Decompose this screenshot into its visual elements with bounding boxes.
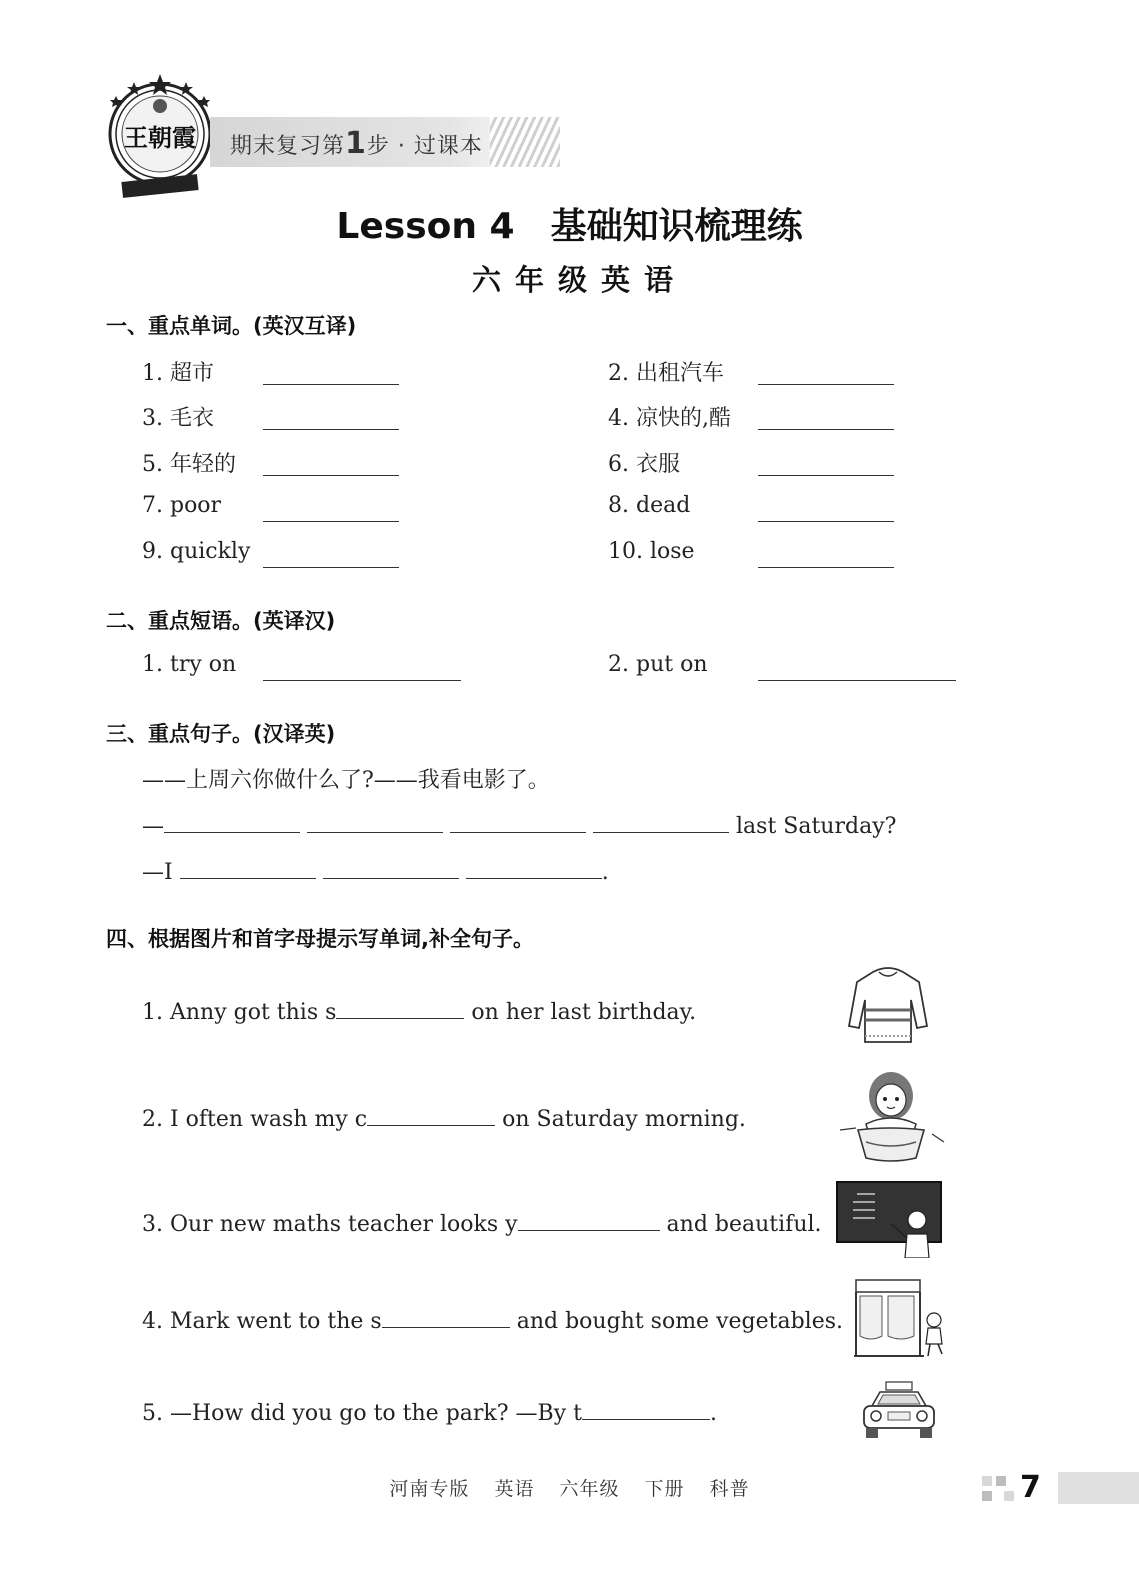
fill-after: and bought some vegetables. [516, 1309, 844, 1334]
word-item: 9. quickly [142, 539, 251, 564]
phrase-item: 1. try on [142, 652, 237, 677]
band-suffix: 步 · 过课本 [366, 134, 483, 159]
answer-blank[interactable] [450, 810, 586, 833]
section1-heading: 一、重点单词。(英汉互译) [106, 314, 357, 338]
answer-blank[interactable] [758, 405, 894, 430]
supermarket-icon [852, 1276, 950, 1360]
footer-square [996, 1476, 1006, 1486]
publisher-logo [104, 72, 216, 200]
answer-blank[interactable] [758, 451, 894, 476]
girl-washing-clothes-icon [836, 1068, 946, 1164]
answer-blank[interactable] [758, 497, 894, 522]
fill-item [142, 996, 696, 1025]
fill-before: 5. —How did you go to the park? —By t [142, 1401, 582, 1426]
page-number: 7 [1020, 1470, 1041, 1505]
footer-text: 河南专版 英语 六年级 下册 科普 [389, 1478, 750, 1500]
answer-blank[interactable] [518, 1208, 660, 1231]
footer-square [982, 1476, 992, 1486]
answer-blank[interactable] [180, 856, 316, 879]
fill-before: 3. Our new maths teacher looks y [142, 1212, 518, 1237]
fill-before: 4. Mark went to the s [142, 1309, 382, 1334]
answer-blank[interactable] [263, 451, 399, 476]
page-title: Lesson 4 基础知识梳理练 [336, 206, 803, 247]
section4-heading: 四、根据图片和首字母提示写单词,补全句子。 [106, 927, 534, 951]
sentence-prompt: ——上周六你做什么了?——我看电影了。 [142, 768, 550, 793]
answer-blank[interactable] [758, 656, 956, 681]
word-item: 6. 衣服 [608, 452, 680, 477]
line1-suffix: last Saturday? [736, 814, 897, 839]
fill-item [142, 1208, 822, 1237]
word-item: 5. 年轻的 [142, 452, 236, 477]
answer-blank[interactable] [164, 810, 300, 833]
word-item: 2. 出租汽车 [608, 361, 724, 386]
answer-blank[interactable] [466, 856, 602, 879]
word-item: 8. dead [608, 493, 691, 518]
fill-item [142, 1305, 843, 1334]
fill-before: 1. Anny got this s [142, 1000, 337, 1025]
fill-after: . [709, 1401, 717, 1426]
band-step: 1 [345, 126, 367, 161]
teacher-blackboard-icon [835, 1180, 943, 1258]
header-band-text [230, 126, 483, 161]
word-item: 1. 超市 [142, 361, 214, 386]
answer-blank[interactable] [263, 360, 399, 385]
section2-heading: 二、重点短语。(英译汉) [106, 609, 336, 633]
page-subtitle: 六年级英语 [471, 263, 687, 297]
logo-text: 王朝霞 [124, 123, 196, 152]
word-item: 10. lose [608, 539, 695, 564]
line2-prefix: —I [142, 860, 173, 885]
answer-blank[interactable] [382, 1305, 510, 1328]
answer-blank[interactable] [323, 856, 459, 879]
phrase-item: 2. put on [608, 652, 708, 677]
fill-item [142, 1103, 746, 1132]
answer-blank[interactable] [307, 810, 443, 833]
answer-blank[interactable] [367, 1103, 495, 1126]
word-item: 4. 凉快的,酷 [608, 406, 731, 431]
fill-before: 2. I often wash my c [142, 1107, 368, 1132]
line2-suffix: . [601, 860, 609, 885]
fill-item [142, 1397, 717, 1426]
answer-blank[interactable] [263, 543, 399, 568]
fill-after: on Saturday morning. [502, 1107, 746, 1132]
answer-blank[interactable] [582, 1397, 710, 1420]
band-prefix: 期末复习第 [230, 134, 346, 159]
fill-after: and beautiful. [666, 1212, 822, 1237]
section3-heading: 三、重点句子。(汉译英) [106, 722, 336, 746]
word-item: 3. 毛衣 [142, 406, 214, 431]
footer-square [982, 1491, 992, 1501]
line1-prefix: — [142, 814, 164, 839]
page-number-bar [1058, 1472, 1139, 1504]
sweater-icon [845, 964, 931, 1050]
word-item: 7. poor [142, 493, 222, 518]
taxi-icon [858, 1380, 940, 1442]
answer-blank[interactable] [758, 543, 894, 568]
sentence-line-1 [142, 810, 896, 839]
answer-blank[interactable] [263, 656, 461, 681]
answer-blank[interactable] [336, 996, 464, 1019]
answer-blank[interactable] [263, 405, 399, 430]
answer-blank[interactable] [263, 497, 399, 522]
sentence-line-2 [142, 856, 609, 885]
footer-square [1004, 1491, 1014, 1501]
fill-after: on her last birthday. [471, 1000, 697, 1025]
header-band-stripes [490, 117, 560, 167]
answer-blank[interactable] [593, 810, 729, 833]
answer-blank[interactable] [758, 360, 894, 385]
